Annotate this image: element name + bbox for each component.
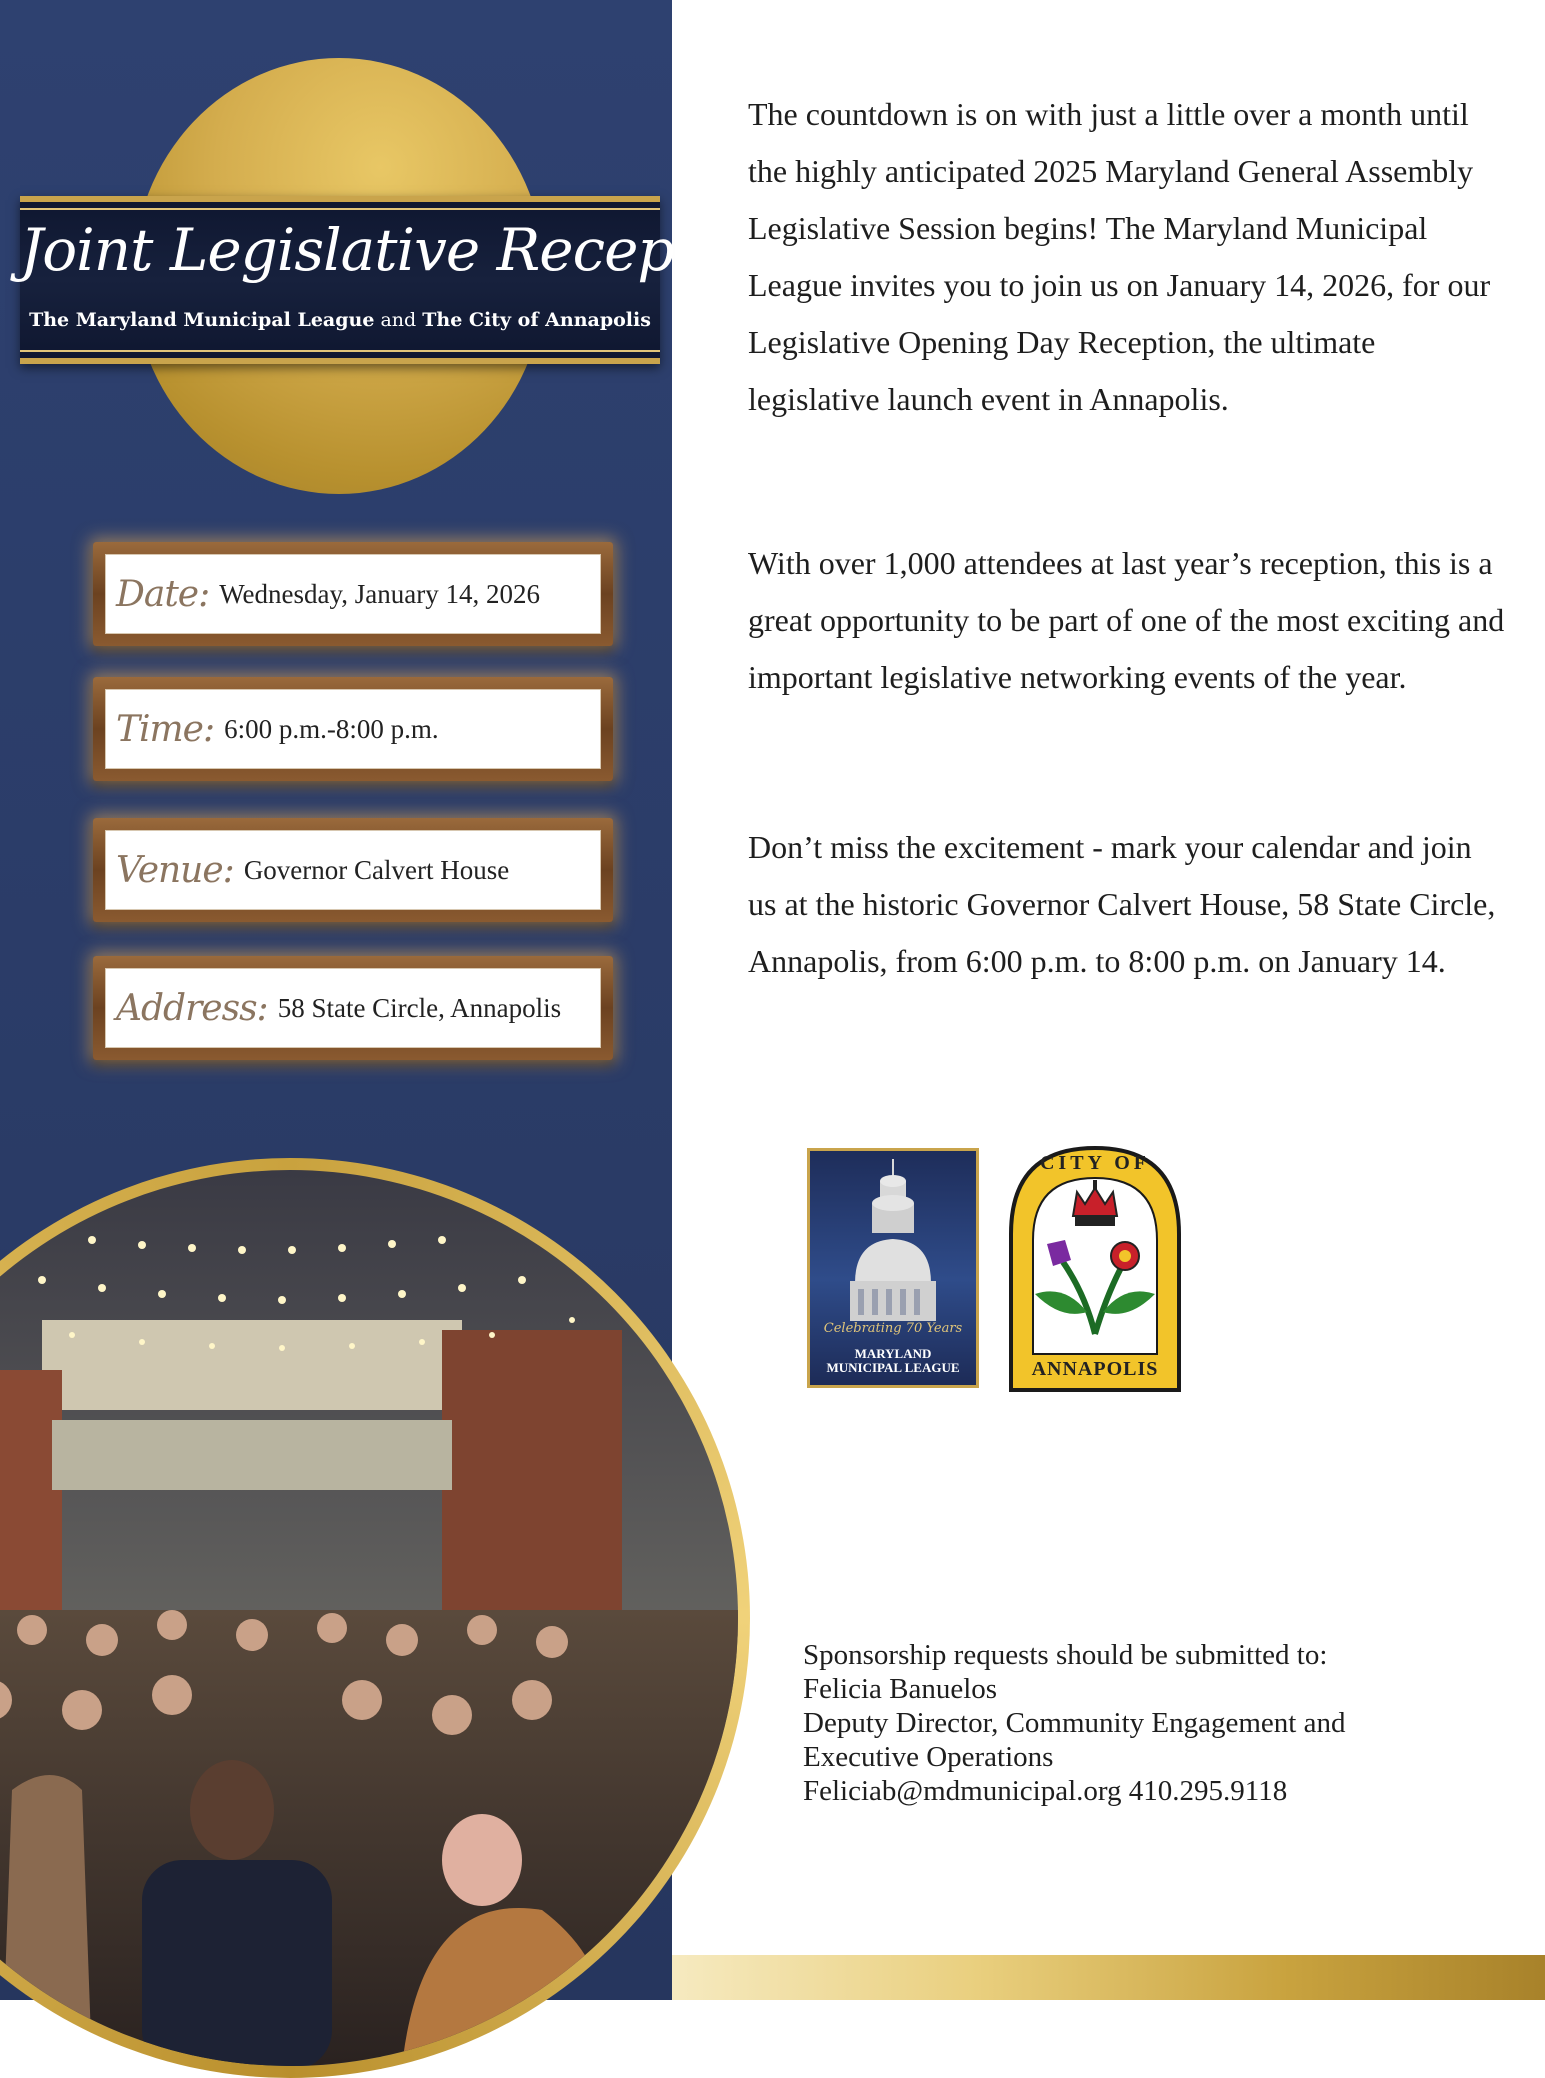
attendance-paragraph: With over 1,000 attendees at last year’s reception, this is a great opportunity to be part of one of the most exciting and important legislative networking events of the year. [748, 545, 1505, 695]
reception-photo-art [0, 1170, 738, 2066]
address-label: Address: [116, 987, 268, 1029]
venue-box-inner [105, 830, 601, 910]
mml-logo [807, 1148, 979, 1388]
time-label: Time: [116, 708, 215, 750]
annapolis-seal-top-text: CITY OF [1039, 1152, 1151, 1174]
event-title: Joint Legislative Reception [20, 216, 784, 284]
annapolis-seal-art [1005, 1144, 1185, 1392]
intro-paragraph: The countdown is on with just a little over a month until the highly anticipated 2025 Maryland General Assembly Legislative Session begins! The Maryland Municipal League invites you to join us on January 14, 2026, for our Legislative Opening Day Reception, the ultimate legislative launch event in Annapolis. [748, 96, 1491, 417]
title-banner [20, 196, 784, 364]
time-box-inner [105, 689, 601, 769]
venue-box [93, 818, 613, 922]
reception-photo [0, 1170, 738, 2066]
sponsor-email-phone: Feliciab@mdmunicipal.org 410.295.9118 [803, 1775, 1288, 1807]
annapolis-seal [1005, 1144, 1185, 1392]
gold-footer-strip [672, 1955, 1545, 2000]
address-box-inner [105, 968, 601, 1048]
sponsor-contact-name: Felicia Banuelos [803, 1673, 998, 1705]
annapolis-seal-bottom-text: ANNAPOLIS [1031, 1358, 1159, 1380]
subtitle-and: and [380, 309, 417, 331]
sponsorship-contact [803, 1638, 1503, 1808]
invitation-paragraph: Don’t miss the excitement - mark your calendar and join us at the historic Governor Calvert House, 58 State Circle, Annapolis, from 6:00 p.m. to 8:00 p.m. on January 14. [748, 829, 1496, 979]
time-value: 6:00 p.m.-8:00 p.m. [224, 713, 439, 744]
subtitle-city: The City of Annapolis [422, 309, 651, 331]
date-label: Date: [116, 573, 210, 615]
address-box [93, 956, 613, 1060]
date-box-inner [105, 554, 601, 634]
venue-value: Governor Calvert House [243, 854, 510, 885]
photo-frame [0, 1158, 750, 2078]
event-subtitle [20, 309, 660, 331]
sponsor-intro: Sponsorship requests should be submitted to: [803, 1639, 1328, 1671]
sponsor-title-line1: Deputy Director, Community Engagement and [803, 1707, 1346, 1739]
time-box [93, 677, 613, 781]
address-value: 58 State Circle, Annapolis [277, 992, 562, 1023]
date-value: Wednesday, January 14, 2026 [219, 578, 540, 609]
subtitle-league: The Maryland Municipal League [29, 309, 375, 331]
date-box [93, 542, 613, 646]
mml-name-text: MARYLAND MUNICIPAL LEAGUE [826, 1346, 960, 1375]
sponsor-title-line2: Executive Operations [803, 1741, 1054, 1773]
venue-label: Venue: [116, 849, 234, 891]
mml-celebrating-text: Celebrating 70 Years [823, 1321, 963, 1336]
